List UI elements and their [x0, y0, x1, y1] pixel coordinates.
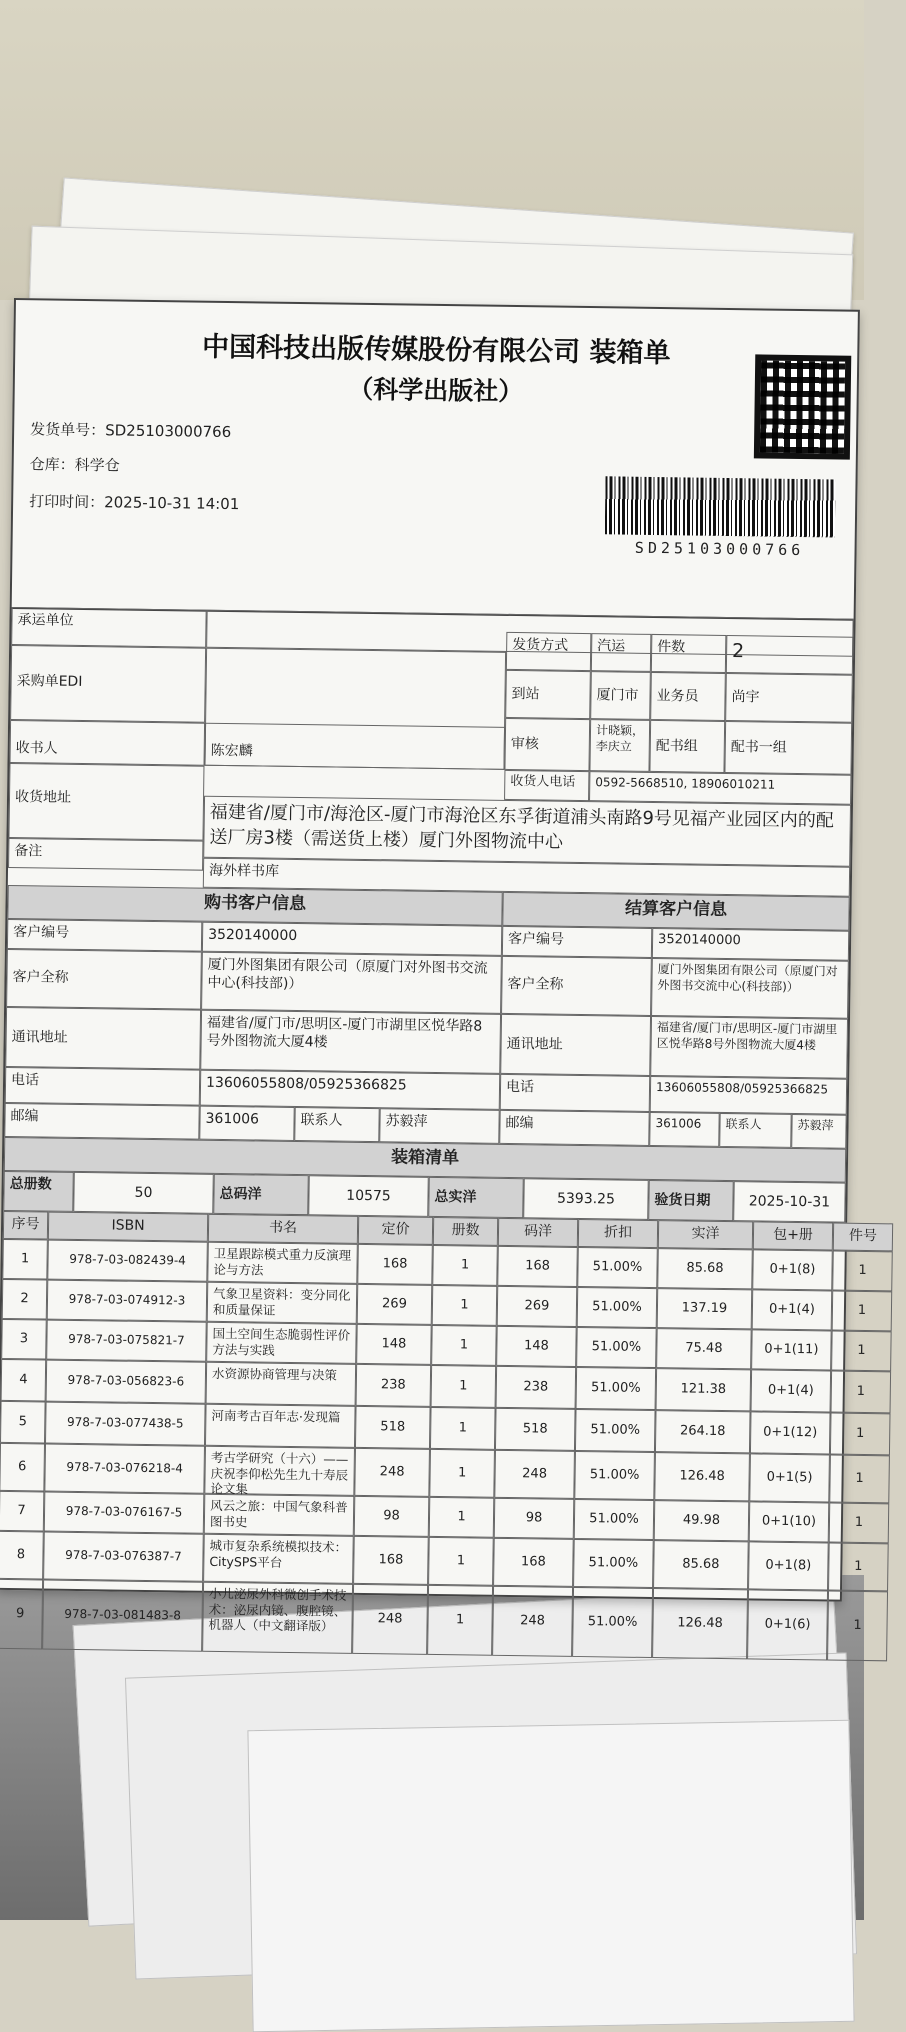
- edi-label: 采购单EDI: [10, 645, 206, 723]
- buyer-id: 3520140000: [202, 922, 502, 956]
- table-cell-qty: 1: [428, 1537, 494, 1586]
- qr-code-icon: [754, 354, 851, 459]
- warehouse: 科学仓: [74, 455, 120, 475]
- settle-contact-label: 联系人: [719, 1113, 791, 1148]
- settle-name-label: 客户全称: [501, 956, 652, 1016]
- table-cell-isbn: 978-7-03-076218-4: [44, 1444, 205, 1494]
- table-cell-discount: 51.00%: [574, 1451, 655, 1500]
- table-cell-discount: 51.00%: [576, 1327, 657, 1368]
- method-label: 发货方式: [506, 632, 592, 671]
- address-label: 收货地址: [8, 763, 204, 841]
- barcode-icon: [605, 476, 836, 537]
- settle-id: 3520140000: [652, 928, 849, 961]
- table-cell-net: 264.18: [655, 1410, 751, 1453]
- receiver-phone-value: 0592-5668510, 18906010211: [589, 771, 851, 805]
- table-cell-qty: 1: [427, 1585, 493, 1656]
- table-cell-discount: 51.00%: [573, 1539, 654, 1588]
- settle-id-label: 客户编号: [502, 926, 652, 958]
- table-cell-qty: 1: [430, 1407, 496, 1450]
- table-cell-no: 3: [1, 1319, 47, 1360]
- buyer-name: 厦门外图集团有限公司（原厦门对外图书交流中心(科技部)）: [201, 952, 502, 1014]
- table-cell-discount: 51.00%: [576, 1367, 657, 1410]
- table-cell-title: 风云之旅：中国气象科普图书史: [204, 1494, 355, 1536]
- table-cell-price: 168: [357, 1244, 433, 1285]
- settle-zip-label: 邮编: [499, 1110, 649, 1146]
- table-cell-title: 气象卫星资料：变分同化和质量保证: [207, 1282, 358, 1324]
- receiver-phone-label: 收货人电话: [504, 770, 589, 801]
- table-cell-title: 城市复杂系统模拟技术：CitySPS平台: [203, 1534, 354, 1584]
- group-label: 配书组: [649, 720, 725, 773]
- table-cell-no: 6: [0, 1443, 45, 1492]
- buyer-id-label: 客户编号: [7, 919, 202, 952]
- total-books-label: 总册数: [3, 1171, 74, 1212]
- table-cell-piece: 1: [829, 1503, 890, 1544]
- table-header-list: 码洋: [498, 1218, 578, 1247]
- table-cell-net: 49.98: [654, 1500, 750, 1541]
- table-cell-no: 2: [2, 1279, 48, 1320]
- table-cell-piece: 1: [829, 1455, 890, 1504]
- table-cell-title: 水资源协商管理与决策: [206, 1362, 357, 1406]
- salesman-value: 尚宇: [725, 673, 853, 723]
- table-cell-pack: 0+1(10): [749, 1501, 830, 1542]
- table-cell-title: 国土空间生态脆弱性评价方法与实践: [206, 1322, 357, 1364]
- table-header-net: 实洋: [658, 1220, 753, 1249]
- station-label: 到站: [505, 670, 591, 719]
- group-value: 配书一组: [724, 721, 852, 775]
- settlement-section-title: 结算客户信息: [502, 892, 849, 931]
- table-cell-list: 98: [494, 1498, 575, 1539]
- table-header-qty: 册数: [433, 1217, 498, 1246]
- table-cell-net: 85.68: [653, 1540, 749, 1589]
- table-cell-piece: 1: [832, 1251, 893, 1292]
- table-cell-price: 238: [356, 1364, 432, 1407]
- table-cell-isbn: 978-7-03-056823-6: [46, 1360, 207, 1404]
- table-cell-list: 269: [497, 1286, 578, 1327]
- table-cell-price: 168: [353, 1536, 429, 1585]
- table-cell-list: 148: [496, 1326, 577, 1367]
- table-cell-qty: 1: [432, 1245, 498, 1286]
- table-header-pack: 包+册: [753, 1221, 833, 1250]
- table-cell-qty: 1: [429, 1449, 495, 1498]
- table-cell-list: 248: [494, 1450, 575, 1499]
- table-cell-piece: 1: [831, 1331, 892, 1372]
- table-cell-list: 238: [496, 1366, 577, 1409]
- table-cell-price: 148: [356, 1324, 432, 1365]
- settle-phone-label: 电话: [500, 1074, 650, 1112]
- barcode-text: SD25103000766: [634, 538, 805, 560]
- table-cell-price: 248: [352, 1584, 428, 1655]
- table-cell-pack: 0+1(5): [749, 1453, 830, 1502]
- table-cell-net: 85.68: [657, 1248, 753, 1289]
- table-cell-piece: 1: [828, 1542, 889, 1591]
- table-cell-isbn: 978-7-03-076167-5: [44, 1492, 205, 1534]
- note-label: 备注: [8, 838, 203, 871]
- buyer-zip: 361006: [199, 1106, 294, 1141]
- table-cell-no: 7: [0, 1491, 44, 1532]
- settle-addr-label: 通讯地址: [500, 1014, 651, 1076]
- pieces-label: 件数: [651, 634, 727, 673]
- buyer-name-label: 客户全称: [6, 949, 202, 1010]
- packing-slip: [0, 298, 878, 1634]
- table-cell-piece: 1: [832, 1291, 893, 1332]
- settle-name: 厦门外图集团有限公司（原厦门对外图书交流中心(科技部)）: [651, 958, 849, 1019]
- table-cell-price: 248: [354, 1448, 430, 1497]
- table-cell-net: 126.48: [652, 1588, 748, 1659]
- table-cell-price: 518: [355, 1406, 431, 1449]
- table-cell-net: 121.38: [656, 1368, 752, 1411]
- buyer-zip-label: 邮编: [4, 1103, 199, 1140]
- table-cell-title: 卫星跟踪模式重力反演理论与方法: [207, 1242, 358, 1284]
- table-cell-discount: 51.00%: [574, 1499, 655, 1540]
- table-cell-list: 168: [493, 1538, 574, 1587]
- table-cell-discount: 51.00%: [577, 1287, 658, 1328]
- buyer-phone-label: 电话: [5, 1067, 200, 1106]
- table-cell-title: 河南考古百年志·发现篇: [205, 1404, 356, 1448]
- table-header-title: 书名: [208, 1214, 358, 1244]
- print-time: 2025-10-31 14:01: [104, 493, 240, 514]
- table-cell-pack: 0+1(4): [751, 1369, 832, 1412]
- warehouse-line: [30, 453, 120, 475]
- station-value: 厦门市: [590, 671, 651, 720]
- table-cell-discount: 51.00%: [572, 1587, 653, 1658]
- table-cell-qty: 1: [432, 1285, 498, 1326]
- receiver-value: 陈宏麟: [204, 723, 505, 770]
- table-cell-list: 518: [495, 1408, 576, 1451]
- publisher-subtitle: （科学出版社）: [348, 374, 524, 407]
- table-cell-piece: 1: [827, 1590, 888, 1661]
- table-cell-isbn: 978-7-03-074912-3: [47, 1280, 208, 1322]
- table-cell-isbn: 978-7-03-081483-8: [42, 1580, 203, 1652]
- receiver-label: 收书人: [10, 720, 206, 766]
- slip-header: [12, 300, 858, 621]
- table-header-discount: 折扣: [578, 1219, 658, 1248]
- table-cell-no: 8: [0, 1531, 44, 1580]
- table-cell-isbn: 978-7-03-082439-4: [47, 1240, 208, 1282]
- table-cell-qty: 1: [431, 1365, 497, 1408]
- settle-contact: 苏毅萍: [791, 1114, 846, 1149]
- company-title: 中国科技出版传媒股份有限公司 装箱单: [201, 331, 671, 370]
- table-cell-list: 168: [497, 1246, 578, 1287]
- table-cell-title: 考古学研究（十六）——庆祝李仰松先生九十寿辰论文集: [204, 1446, 355, 1496]
- table-cell-pack: 0+1(6): [747, 1589, 828, 1660]
- table-cell-qty: 1: [431, 1325, 497, 1366]
- settle-zip: 361006: [649, 1112, 719, 1147]
- method-value: 汽运: [591, 633, 652, 672]
- note-value: 海外样书库: [203, 858, 850, 897]
- table-header-piece: 件号: [833, 1223, 893, 1252]
- table-cell-net: 75.48: [656, 1328, 752, 1369]
- salesman-label: 业务员: [650, 672, 726, 721]
- print-time-label: 打印时间：: [29, 492, 105, 512]
- buyer-addr: 福建省/厦门市/思明区-厦门市湖里区悦华路8号外图物流大厦4楼: [200, 1010, 501, 1074]
- total-net-label: 总实洋: [428, 1177, 524, 1218]
- print-time-line: [29, 490, 239, 514]
- table-header-price: 定价: [358, 1216, 433, 1245]
- table-cell-isbn: 978-7-03-075821-7: [46, 1320, 207, 1362]
- table-cell-isbn: 978-7-03-077438-5: [45, 1402, 206, 1446]
- warehouse-label: 仓库：: [29, 455, 75, 474]
- total-net: 5393.25: [523, 1178, 649, 1220]
- table-cell-piece: 1: [831, 1371, 892, 1414]
- order-no-line: [30, 418, 231, 442]
- pieces-value: 2: [726, 635, 854, 675]
- total-books: 50: [73, 1172, 214, 1214]
- table-cell-no: 5: [0, 1401, 46, 1444]
- settle-addr: 福建省/厦门市/思明区-厦门市湖里区悦华路8号外图物流大厦4楼: [650, 1016, 848, 1079]
- table-cell-pack: 0+1(4): [752, 1289, 833, 1330]
- pile-sheet: [247, 1720, 854, 2032]
- table-cell-pack: 0+1(12): [750, 1411, 831, 1454]
- table-cell-discount: 51.00%: [575, 1409, 656, 1452]
- table-cell-discount: 51.00%: [577, 1247, 658, 1288]
- table-cell-net: 126.48: [654, 1452, 750, 1501]
- table-cell-pack: 0+1(8): [752, 1249, 833, 1290]
- table-cell-title: 小儿泌尿外科微创手术技术：泌尿内镜、腹腔镜、机器人（中文翻译版）: [202, 1582, 353, 1654]
- buyer-phone: 13606055808/05925366825: [200, 1070, 500, 1110]
- table-cell-list: 248: [492, 1586, 573, 1657]
- address-value: 福建省/厦门市/海沧区-厦门市海沧区东孚街道浦头南路9号见福产业园区内的配送厂房3楼（需送货上楼）厦门外图物流中心: [203, 796, 851, 867]
- reviewers-value: 计晓颖，李庆立: [589, 719, 650, 772]
- carrier-label: 承运单位: [11, 607, 207, 648]
- table-cell-no: 9: [0, 1579, 43, 1650]
- table-cell-pack: 0+1(8): [748, 1541, 829, 1590]
- settle-phone: 13606055808/05925366825: [650, 1076, 847, 1115]
- table-cell-price: 269: [357, 1284, 433, 1325]
- buyer-addr-label: 通讯地址: [5, 1007, 201, 1070]
- table-cell-pack: 0+1(11): [751, 1329, 832, 1370]
- order-no-label: 发货单号：: [30, 420, 106, 440]
- table-cell-price: 98: [354, 1496, 430, 1537]
- review-label: 审核: [504, 718, 590, 771]
- table-cell-piece: 1: [830, 1413, 891, 1456]
- table-cell-net: 137.19: [657, 1288, 753, 1329]
- table-cell-isbn: 978-7-03-076387-7: [43, 1532, 204, 1582]
- table-cell-no: 4: [1, 1359, 47, 1402]
- total-list-label: 总码洋: [213, 1174, 309, 1215]
- check-date: 2025-10-31: [733, 1181, 846, 1223]
- buyer-contact: 苏毅萍: [379, 1108, 499, 1144]
- table-header-no: 序号: [3, 1211, 48, 1240]
- packing-section-title: 装箱清单: [4, 1137, 846, 1183]
- table-header-isbn: ISBN: [48, 1212, 208, 1242]
- total-list: 10575: [308, 1175, 429, 1217]
- buyer-section-title: 购书客户信息: [7, 885, 502, 926]
- table-cell-no: 1: [2, 1239, 48, 1280]
- table-cell-qty: 1: [429, 1497, 495, 1538]
- check-date-label: 验货日期: [648, 1180, 734, 1221]
- buyer-contact-label: 联系人: [294, 1107, 379, 1142]
- order-no: SD25103000766: [105, 421, 232, 442]
